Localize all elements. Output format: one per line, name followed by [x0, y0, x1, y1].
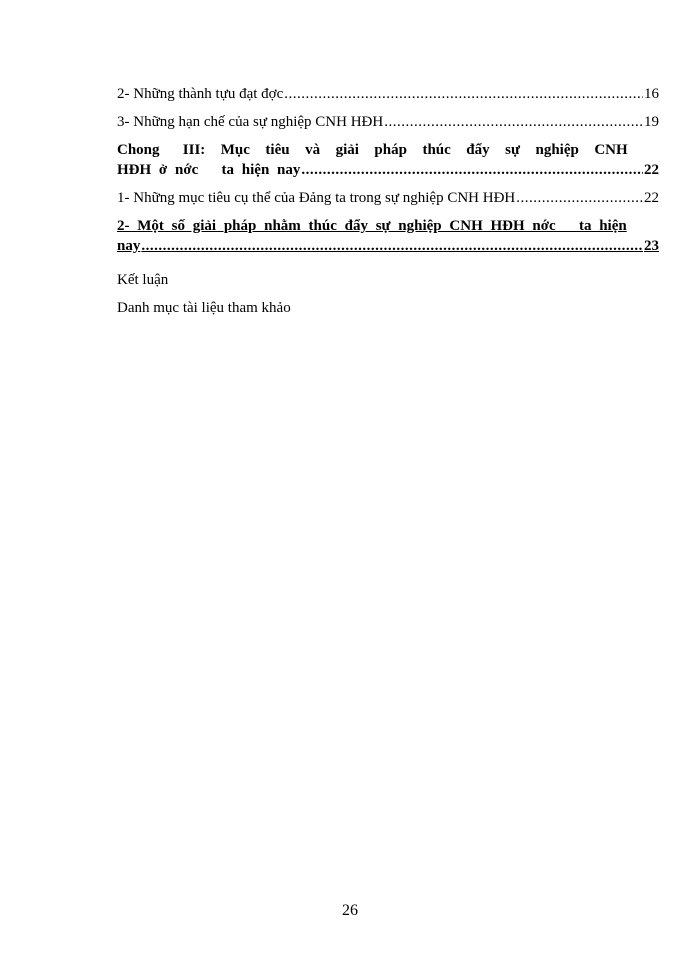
toc-solutions-line-2: nay [117, 238, 141, 254]
toc-conclusion: Kết luận [117, 272, 169, 288]
toc-references: Danh mục tài liệu tham khảo [117, 300, 291, 316]
toc-title: 3- Những hạn chế của sự nghiệp CNH HĐH [117, 114, 384, 130]
toc-entry-limitations [117, 112, 659, 132]
toc-entry-achievements [117, 84, 659, 104]
toc-entry-solutions [117, 216, 659, 256]
dot-leader [384, 112, 643, 132]
toc-page-number: 22 [644, 162, 659, 178]
toc-page-number: 16 [644, 86, 659, 102]
toc-chapter-line-1: Chong III: Mục tiêu và giải pháp thúc đẩy sự nghiệp CNH [117, 142, 628, 158]
dot-leader [141, 236, 643, 256]
toc-page-number: 23 [644, 238, 659, 254]
dot-leader [516, 188, 643, 208]
toc-entry-goals [117, 188, 659, 208]
toc-page-number: 22 [644, 190, 659, 206]
page-number: 26 [342, 902, 358, 919]
toc-title: 1- Những mục tiêu cụ thể của Đảng ta trong sự nghiệp CNH HĐH [117, 190, 516, 206]
toc-page-number: 19 [644, 114, 659, 130]
toc-entry-chapter-3 [117, 140, 659, 180]
toc-chapter-line-2: HĐH ở nớc ta hiện nay [117, 162, 301, 178]
dot-leader [301, 160, 643, 180]
toc-title: 2- Những thành tựu đạt đợc [117, 86, 284, 102]
dot-leader [284, 84, 643, 104]
toc-solutions-line-1: 2- Một số giải pháp nhằm thúc đẩy sự nghiệp CNH HĐH nớc ta hiện [117, 218, 627, 234]
